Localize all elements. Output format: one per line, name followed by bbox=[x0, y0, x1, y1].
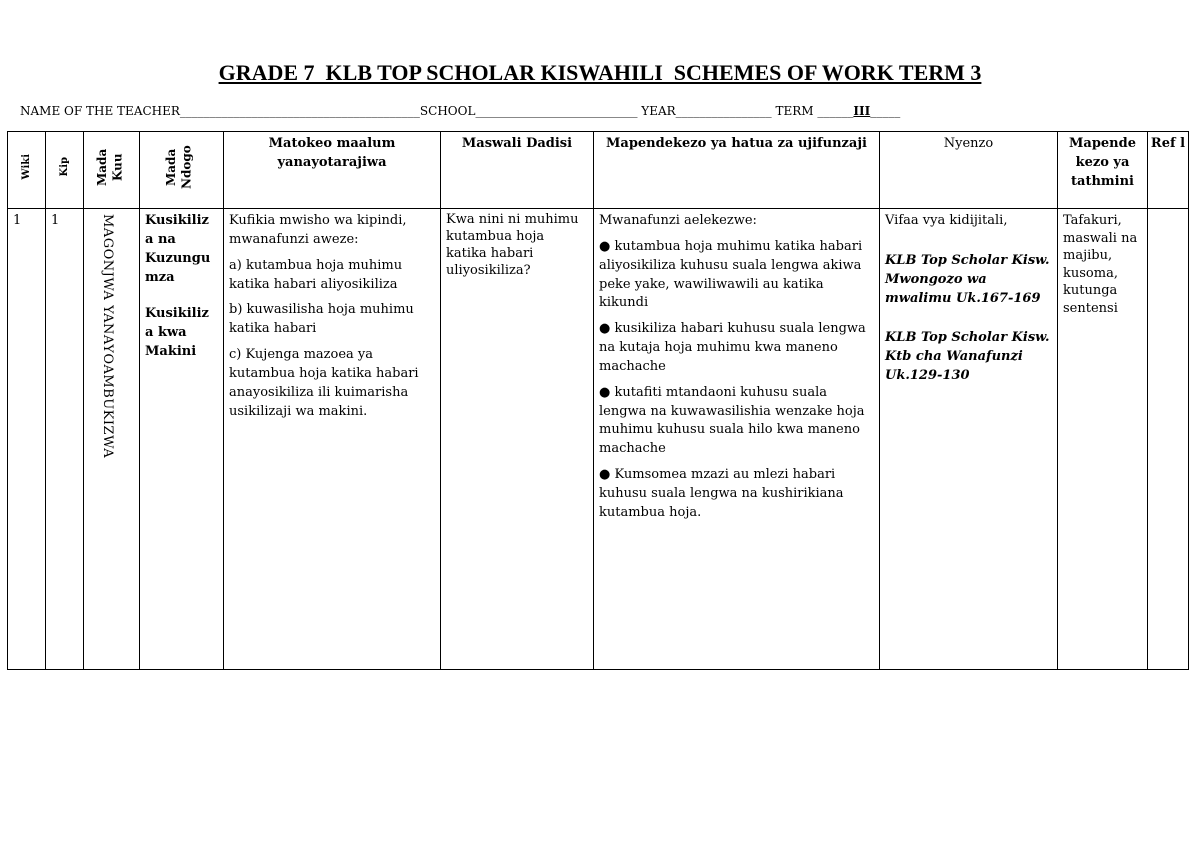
matokeo-b: b) kuwasilisha hoja muhimu katika habari bbox=[229, 302, 414, 337]
cell-mapendekezo bbox=[594, 209, 880, 670]
term-value: III bbox=[853, 104, 871, 118]
cell-wiki: 1 bbox=[8, 209, 46, 670]
mapendekezo-item-3: ● kutafiti mtandaoni kuhusu suala lengwa na kuwawasilishia wenzake hoja muhimu kuhusu suala hilo kwa maneno machache bbox=[599, 384, 865, 457]
document-title: GRADE 7 KLB TOP SCHOLAR KISWAHILI SCHEMES OF WORK TERM 3 bbox=[218, 60, 982, 85]
cell-maswali: Kwa nini ni muhimu kutambua hoja katika habari uliyosikiliza? bbox=[441, 209, 594, 670]
cell-mada-kuu bbox=[84, 209, 140, 670]
year-label: YEAR bbox=[641, 104, 676, 118]
teacher-label: NAME OF THE TEACHER bbox=[20, 104, 180, 118]
nyenzo-item-2: KLB Top Scholar Kisw. Mwongozo wa mwalimu Uk.167-169 bbox=[885, 252, 1050, 306]
header-maswali: Maswali Dadisi bbox=[441, 132, 594, 209]
header-ref: Ref l bbox=[1148, 132, 1189, 209]
term-blank-pre: ______ bbox=[817, 104, 854, 118]
cell-ref bbox=[1148, 209, 1189, 670]
cell-mada-ndogo bbox=[140, 209, 224, 670]
header-mada-kuu: Mada Kuu bbox=[84, 132, 140, 209]
header-mapendekezo: Mapendekezo ya hatua za ujifunzaji bbox=[594, 132, 880, 209]
teacher-blank: ________________________________________ bbox=[179, 104, 420, 118]
header-nyenzo: Nyenzo bbox=[880, 132, 1058, 209]
cell-tathmini: Tafakuri, maswali na majibu, kusoma, kutunga sentensi bbox=[1058, 209, 1148, 670]
nyenzo-item-1: Vifaa vya kidijitali, bbox=[885, 213, 1008, 228]
mapendekezo-intro: Mwanafunzi aelekezwe: bbox=[599, 213, 757, 228]
header-wiki: Wiki bbox=[8, 132, 46, 209]
schemes-table bbox=[7, 131, 1189, 670]
teacher-info-line bbox=[20, 104, 900, 118]
school-blank: ___________________________ bbox=[475, 104, 638, 118]
term-label: TERM bbox=[775, 104, 814, 118]
matokeo-a: a) kutambua hoja muhimu katika habari aliyosikiliza bbox=[229, 257, 403, 292]
term-blank-post: _____ bbox=[870, 104, 901, 118]
nyenzo-item-3: KLB Top Scholar Kisw. Ktb cha Wanafunzi Uk.129-130 bbox=[885, 330, 1050, 384]
header-matokeo: Matokeo maalum yanayotarajiwa bbox=[224, 132, 441, 209]
matokeo-intro: Kufikia mwisho wa kipindi, mwanafunzi aweze: bbox=[229, 213, 407, 247]
mapendekezo-item-1: ● kutambua hoja muhimu katika habari aliyosikiliza kuhusu suala lengwa akiwa peke yake, wawiliwawili au katika kikundi bbox=[599, 238, 863, 311]
mada-ndogo-1: Kusikiliz a na Kuzungu mza bbox=[145, 213, 211, 285]
mapendekezo-item-4: ● Kumsomea mzazi au mlezi habari kuhusu suala lengwa na kushirikiana kutambua hoja. bbox=[599, 467, 844, 520]
cell-nyenzo bbox=[880, 209, 1058, 670]
mada-kuu-text: MAGONJWA YANAYOAMBUKIZWA bbox=[99, 214, 115, 459]
matokeo-c: c) Kujenga mazoea ya kutambua hoja katika habari anayosikiliza ili kuimarisha usikilizaji wa makini. bbox=[229, 347, 419, 419]
mada-ndogo-2: Kusikiliz a kwa Makini bbox=[145, 306, 209, 360]
mapendekezo-item-2: ● kusikiliza habari kuhusu suala lengwa na kutaja hoja muhimu kwa maneno machache bbox=[599, 321, 866, 374]
table-row bbox=[8, 209, 1189, 670]
cell-kipindi: 1 bbox=[46, 209, 84, 670]
cell-matokeo bbox=[224, 209, 441, 670]
header-row bbox=[8, 132, 1189, 209]
header-mada-ndogo: Mada Ndogo bbox=[140, 132, 224, 209]
year-blank: ________________ bbox=[675, 104, 772, 118]
header-tathmini: Mapende kezo ya tathmini bbox=[1058, 132, 1148, 209]
header-kipindi: Kip bbox=[46, 132, 84, 209]
school-label: SCHOOL bbox=[419, 104, 476, 118]
